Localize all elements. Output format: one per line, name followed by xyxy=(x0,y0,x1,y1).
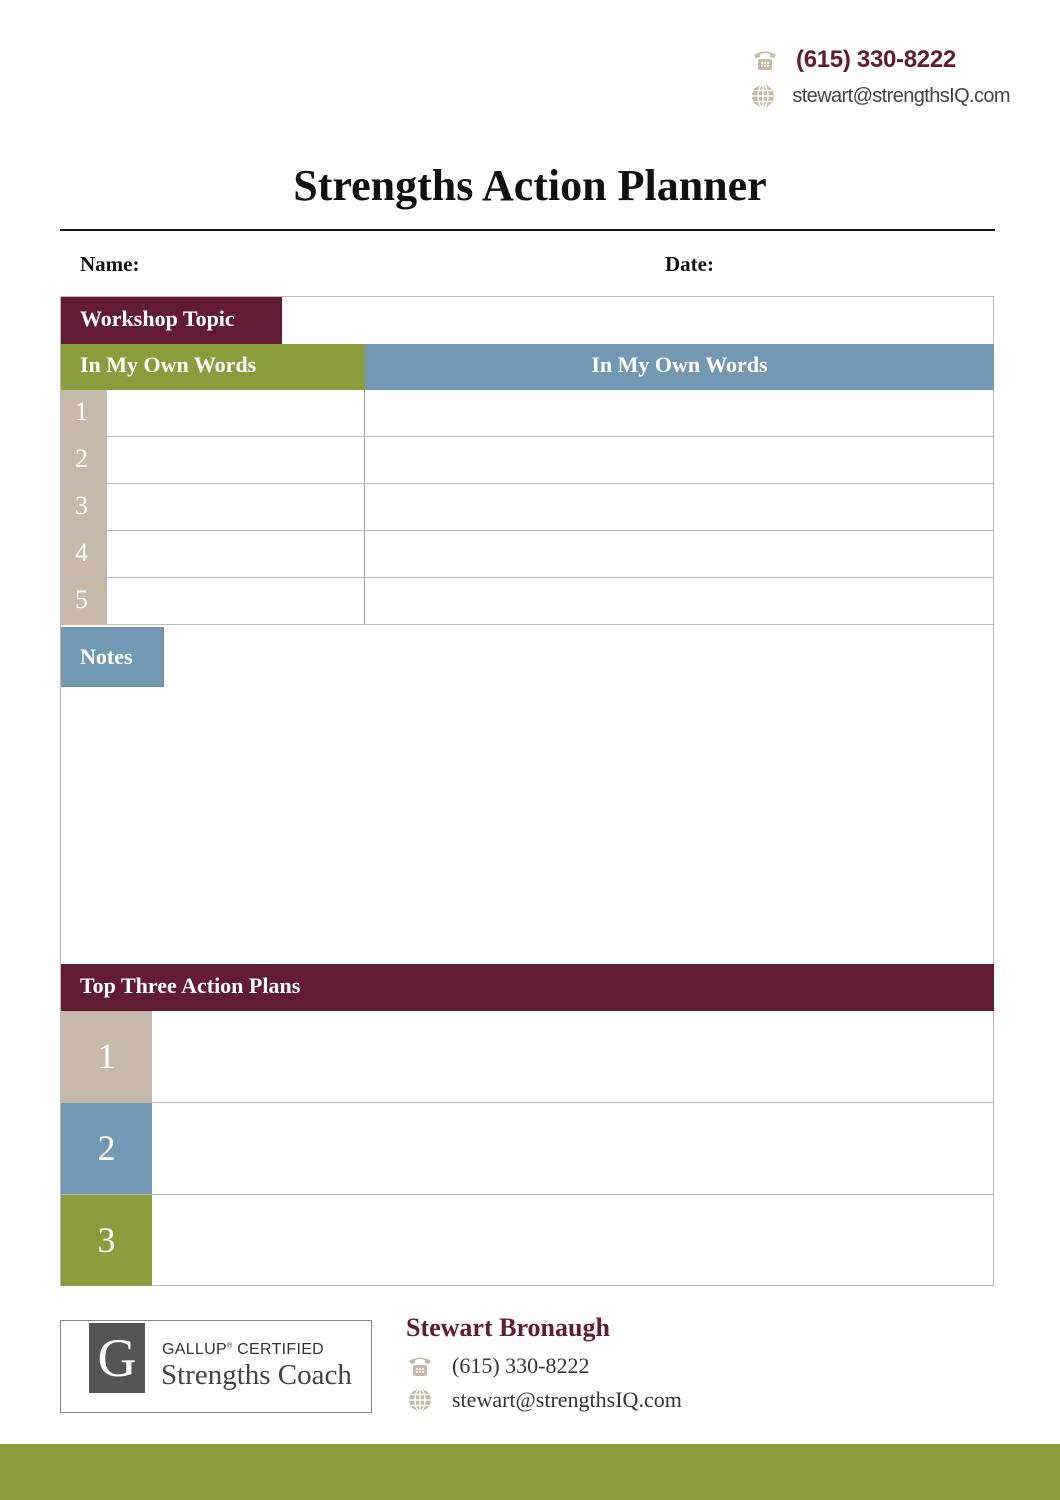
action-plan-row[interactable] xyxy=(61,1195,994,1286)
action-plan-number: 1 xyxy=(61,1011,152,1102)
notes-label: Notes xyxy=(61,627,164,687)
globe-icon xyxy=(750,83,776,109)
footer-contact xyxy=(406,1313,826,1417)
footer-phone[interactable]: (615) 330-8222 xyxy=(452,1353,590,1378)
words-cell-left[interactable] xyxy=(107,531,365,577)
phone-icon xyxy=(406,1354,434,1378)
footer-phone-row xyxy=(406,1349,826,1383)
words-row[interactable] xyxy=(61,531,994,578)
gallup-certified: CERTIFIED xyxy=(237,1341,325,1358)
gallup-certified-text: GALLUP® CERTIFIED xyxy=(162,1341,325,1358)
page-title: Strengths Action Planner xyxy=(293,161,767,210)
title-divider xyxy=(60,229,995,231)
name-label: Name: xyxy=(80,252,140,276)
action-plan-number: 2 xyxy=(61,1103,152,1194)
words-row[interactable] xyxy=(61,390,994,437)
gallup-brand: GALLUP xyxy=(162,1341,227,1358)
words-cell-left[interactable] xyxy=(107,578,365,624)
words-cell-left[interactable] xyxy=(107,437,365,483)
footer-email[interactable]: stewart@strengthsIQ.com xyxy=(452,1387,682,1412)
words-row-number: 5 xyxy=(61,578,107,624)
date-label: Date: xyxy=(665,252,714,276)
header-email[interactable]: stewart@strengthsIQ.com xyxy=(792,84,1010,107)
gallup-logo-mark: G xyxy=(89,1323,145,1393)
header-phone-row xyxy=(750,42,1010,78)
footer-bar xyxy=(0,1444,1060,1500)
header-contact xyxy=(750,42,1010,114)
words-header-left: In My Own Words xyxy=(61,344,365,390)
globe-icon xyxy=(406,1388,434,1412)
gallup-badge xyxy=(60,1320,372,1413)
words-row-number: 1 xyxy=(61,390,107,436)
strengths-coach-text: Strengths Coach xyxy=(161,1359,352,1391)
planner-sheet xyxy=(60,296,994,1286)
words-cell-left[interactable] xyxy=(107,484,365,530)
coach-name: Stewart Bronaugh xyxy=(406,1313,610,1342)
words-row-number: 2 xyxy=(61,437,107,483)
words-row[interactable] xyxy=(61,578,994,625)
words-row-number: 3 xyxy=(61,484,107,530)
header-email-row xyxy=(750,78,1010,114)
words-row-number: 4 xyxy=(61,531,107,577)
words-cell-left[interactable] xyxy=(107,390,365,436)
action-plan-row[interactable] xyxy=(61,1103,994,1195)
action-plan-number: 3 xyxy=(61,1195,152,1286)
action-plans-list xyxy=(61,1011,994,1286)
footer-email-row xyxy=(406,1383,826,1417)
words-header-right: In My Own Words xyxy=(365,344,994,390)
action-plans-header: Top Three Action Plans xyxy=(61,964,994,1011)
words-row[interactable] xyxy=(61,437,994,484)
action-plan-row[interactable] xyxy=(61,1011,994,1103)
header-phone[interactable]: (615) 330-8222 xyxy=(796,46,956,73)
words-row[interactable] xyxy=(61,484,994,531)
workshop-topic-label: Workshop Topic xyxy=(61,297,282,344)
phone-icon xyxy=(750,47,780,73)
